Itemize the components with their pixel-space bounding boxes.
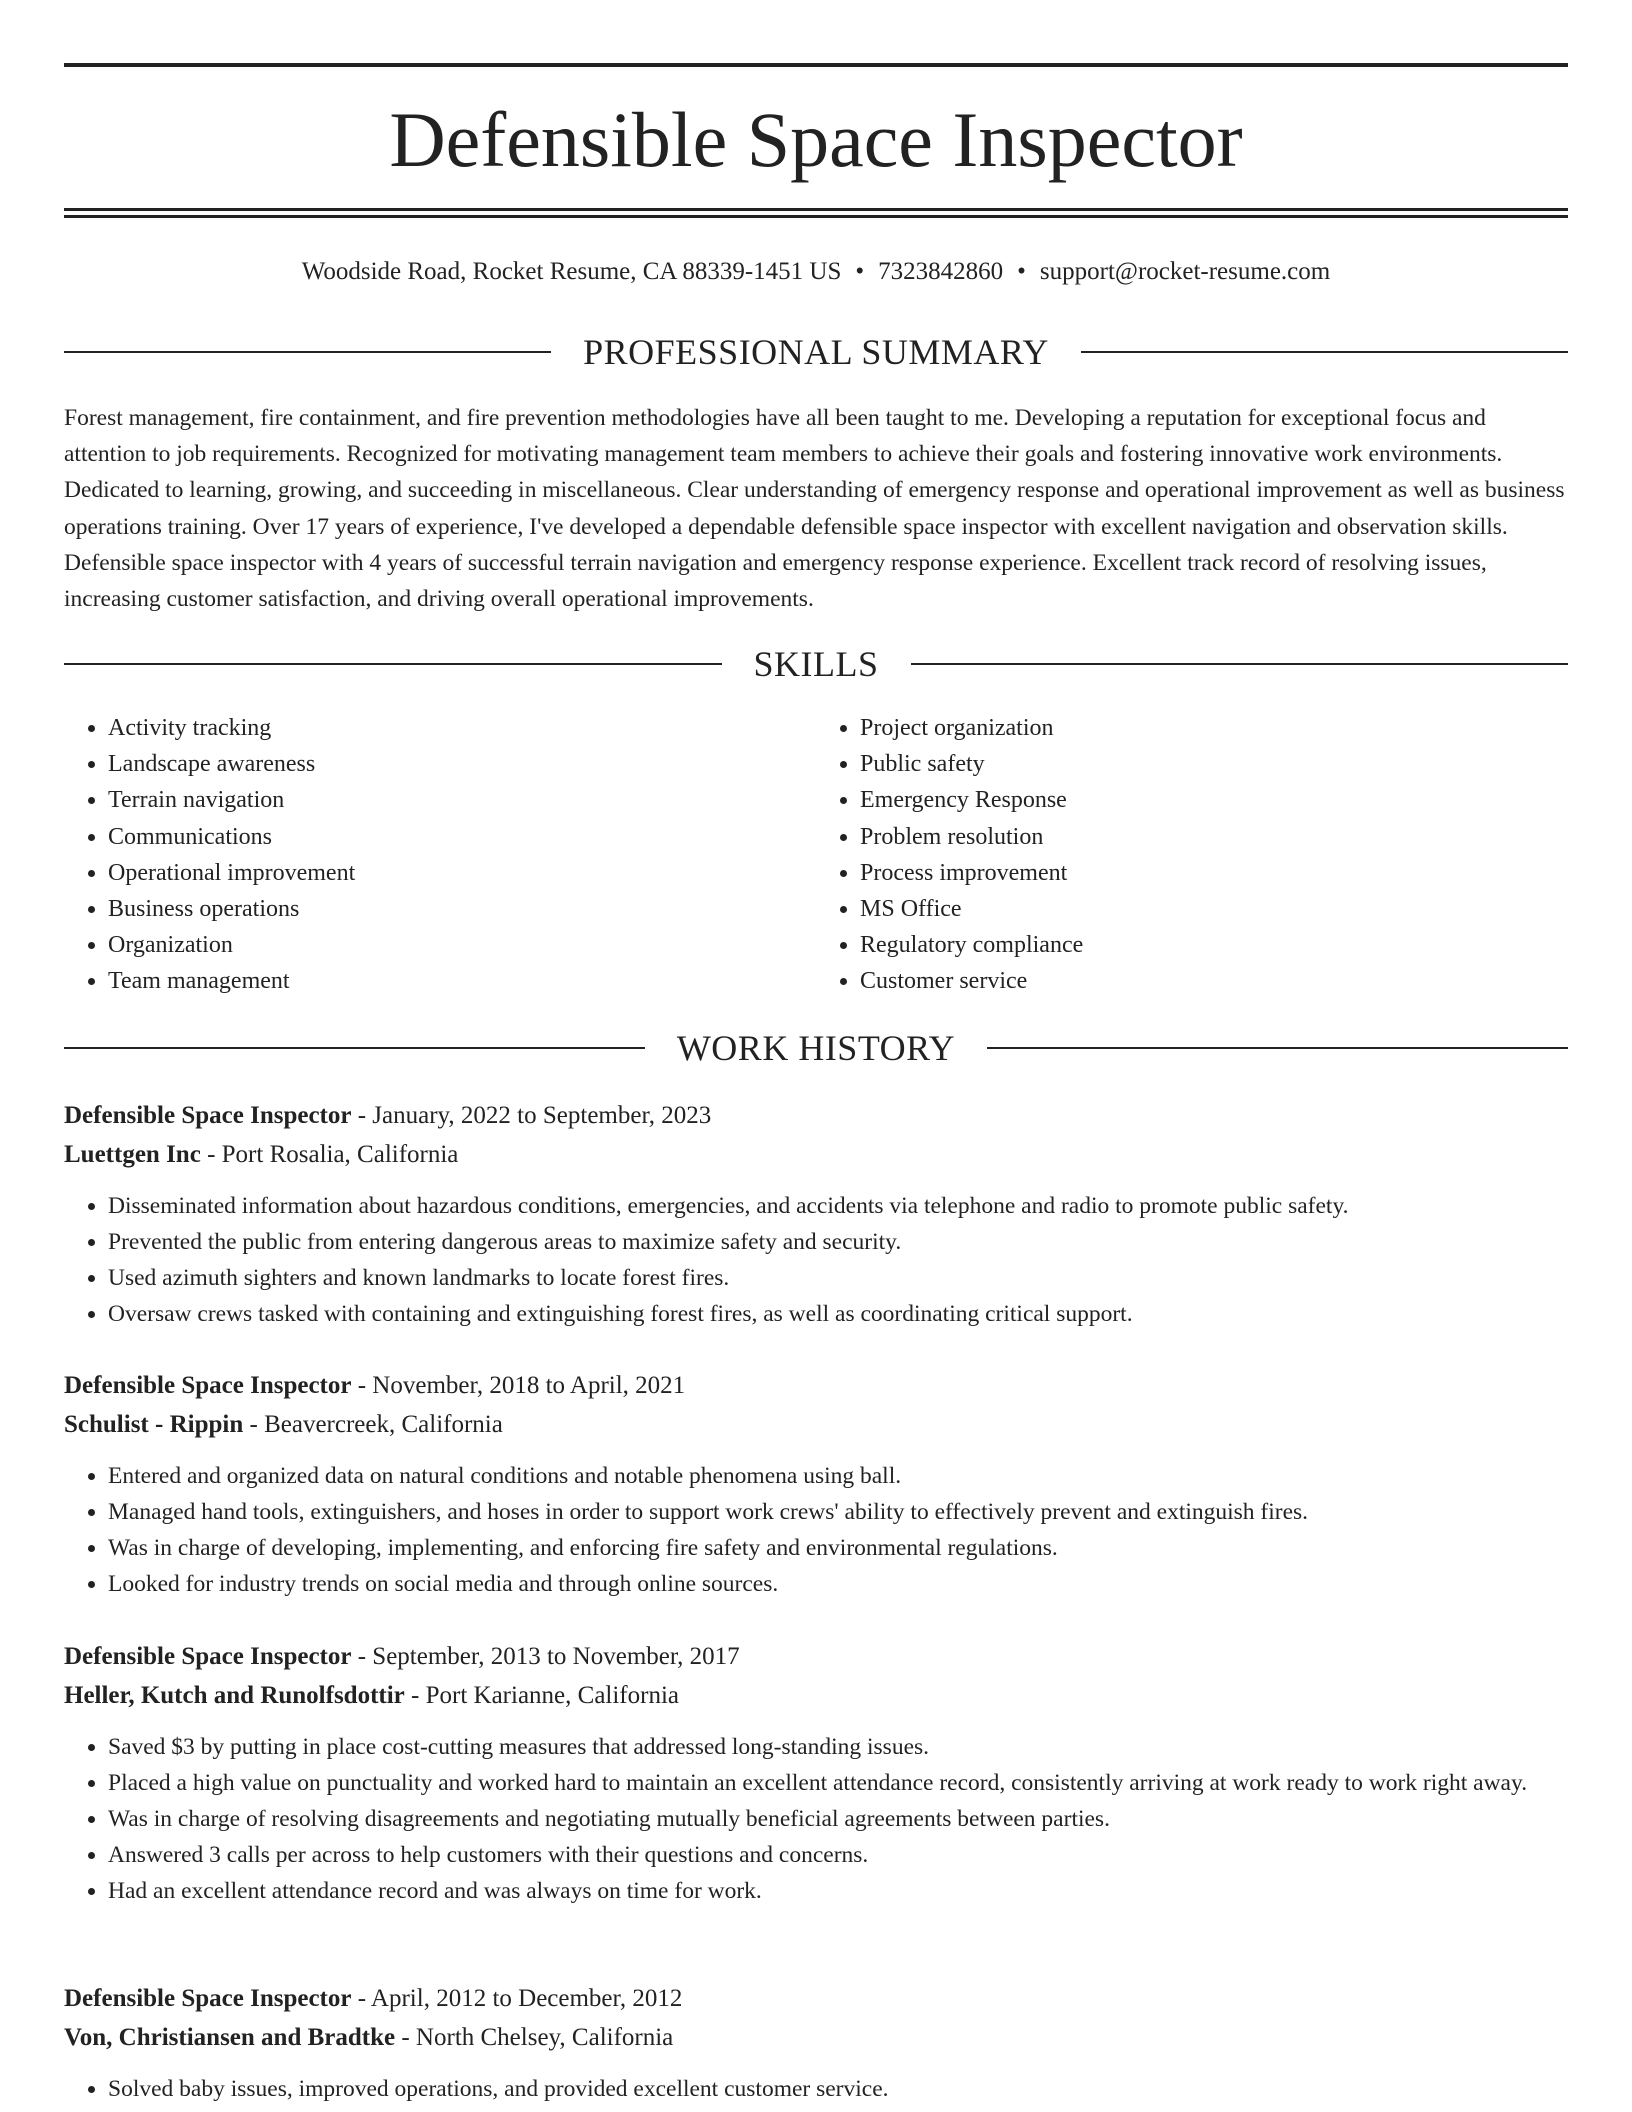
skill-item: • Landscape awareness	[108, 746, 816, 782]
job-bullet: • Solved baby issues, improved operations, and provided excellent customer service.	[108, 2071, 1568, 2107]
job-company-line	[64, 1405, 1568, 1444]
job-company: Heller, Kutch and Runolfsdottir	[64, 1682, 405, 1709]
skill-item: • Process improvement	[860, 855, 1568, 891]
heading-rule-left	[64, 351, 551, 353]
skill-item: • Business operations	[108, 891, 816, 927]
work-heading-text: WORK HISTORY	[676, 1028, 956, 1068]
skills-heading	[64, 642, 1568, 686]
job-title: Defensible Space Inspector	[64, 1985, 352, 2012]
job-entry	[64, 1096, 1568, 1332]
job-dates: - November, 2018 to April, 2021	[351, 1372, 686, 1399]
contact-address: Woodside Road, Rocket Resume, CA 88339-1451 US	[301, 258, 842, 285]
job-bullet: • Prevented the public from entering dangerous areas to maximize safety and security.	[108, 1224, 1568, 1260]
job-bullet: • Was in charge of resolving disagreements and negotiating mutually beneficial agreements between parties.	[108, 1801, 1568, 1837]
heading-rule-right	[987, 1047, 1568, 1049]
heading-rule-right	[1081, 351, 1568, 353]
job-location: - North Chelsey, California	[395, 2024, 674, 2051]
heading-rule-right	[911, 663, 1569, 665]
job-company: Luettgen Inc	[64, 1141, 201, 1168]
job-bullets	[64, 1729, 1568, 1909]
skill-item: • Project organization	[860, 710, 1568, 746]
skill-item: • Regulatory compliance	[860, 927, 1568, 963]
job-company-line	[64, 1676, 1568, 1715]
contact-phone: 7323842860	[878, 258, 1004, 285]
job-company-line	[64, 1135, 1568, 1174]
job-entry	[64, 1637, 1568, 1909]
top-rule	[64, 63, 1568, 67]
summary-text: Forest management, fire containment, and fire prevention methodologies have all been taught to me. Developing a reputation for exceptional focus and attention to job requirements. Recognized for motivating management team members to achieve their goals and fostering innovative work environments. Dedicated to learning, growing, and succeeding in miscellaneous. Clear understanding of emergency response and operational improvement as well as business operations training. Over 17 years of experience, I've developed a dependable defensible space inspector with excellent navigation and observation skills. Defensible space inspector with 4 years of successful terrain navigation and emergency response experience. Excellent track record of resolving issues, increasing customer satisfaction, and driving overall operational improvements.	[64, 405, 1565, 613]
job-bullets	[64, 1188, 1568, 1332]
heading-rule-left	[64, 1047, 645, 1049]
skills-list	[64, 710, 1568, 1000]
job-bullet: • Entered and organized data on natural conditions and notable phenomena using ball.	[108, 1458, 1568, 1494]
title-double-rule	[64, 208, 1568, 218]
skill-item: • Terrain navigation	[108, 782, 816, 818]
job-company-line	[64, 2018, 1568, 2057]
job-location: - Port Rosalia, California	[200, 1141, 459, 1168]
job-company: Schulist - Rippin	[64, 1411, 244, 1438]
job-dates: - January, 2022 to September, 2023	[351, 1102, 712, 1129]
job-title-line	[64, 1366, 1568, 1405]
job-bullet: • Saved $3 by putting in place cost-cutting measures that addressed long-standing issues.	[108, 1729, 1568, 1765]
work-heading	[64, 1026, 1568, 1070]
job-dates: - September, 2013 to November, 2017	[351, 1643, 740, 1670]
job-title: Defensible Space Inspector	[64, 1372, 352, 1399]
job-bullet: • Looked for industry trends on social media and through online sources.	[108, 1566, 1568, 1602]
job-bullet: • Managed hand tools, extinguishers, and hoses in order to support work crews' ability to effectively prevent and extinguish fires.	[108, 1494, 1568, 1530]
job-entry	[64, 1979, 1568, 2107]
contact-line	[64, 254, 1568, 290]
contact-separator: •	[1017, 258, 1026, 285]
job-bullets	[64, 2071, 1568, 2107]
skill-item: • Team management	[108, 963, 816, 999]
job-bullet: • Oversaw crews tasked with containing and extinguishing forest fires, as well as coordinating critical support.	[108, 1296, 1568, 1332]
job-bullet: • Disseminated information about hazardous conditions, emergencies, and accidents via telephone and radio to promote public safety.	[108, 1188, 1568, 1224]
job-bullet: • Answered 3 calls per across to help customers with their questions and concerns.	[108, 1837, 1568, 1873]
job-location: - Beavercreek, California	[243, 1411, 503, 1438]
job-dates: - April, 2012 to December, 2012	[351, 1985, 683, 2012]
skill-item: • Organization	[108, 927, 816, 963]
job-entry	[64, 1366, 1568, 1602]
job-bullet: • Used azimuth sighters and known landmarks to locate forest fires.	[108, 1260, 1568, 1296]
job-bullets	[64, 1458, 1568, 1602]
skill-item: • Customer service	[860, 963, 1568, 999]
job-bullet: • Was in charge of developing, implementing, and enforcing fire safety and environmental regulations.	[108, 1530, 1568, 1566]
job-bullet: • Had an excellent attendance record and was always on time for work.	[108, 1873, 1568, 1909]
resume-title: Defensible Space Inspector	[389, 96, 1243, 183]
skills-heading-text: SKILLS	[753, 644, 879, 684]
job-title: Defensible Space Inspector	[64, 1643, 352, 1670]
heading-rule-left	[64, 663, 722, 665]
skills-column-left	[64, 710, 816, 1000]
contact-separator: •	[855, 258, 865, 285]
skill-item: • Public safety	[860, 746, 1568, 782]
job-title: Defensible Space Inspector	[64, 1102, 352, 1129]
contact-email: support@rocket-resume.com	[1039, 258, 1331, 285]
skill-item: • MS Office	[860, 891, 1568, 927]
summary-heading-text: PROFESSIONAL SUMMARY	[583, 332, 1049, 372]
skill-item: • Emergency Response	[860, 782, 1568, 818]
job-title-line	[64, 1096, 1568, 1135]
skill-item: • Problem resolution	[860, 819, 1568, 855]
skill-item: • Activity tracking	[108, 710, 816, 746]
skills-column-right	[816, 710, 1568, 1000]
job-title-line	[64, 1979, 1568, 2018]
skill-item: • Operational improvement	[108, 855, 816, 891]
job-location: - Port Karianne, California	[404, 1682, 679, 1709]
job-bullet: • Placed a high value on punctuality and worked hard to maintain an excellent attendance record, consistently arriving at work ready to work right away.	[108, 1765, 1568, 1801]
summary-heading	[64, 330, 1568, 374]
job-company: Von, Christiansen and Bradtke	[64, 2024, 396, 2051]
job-title-line	[64, 1637, 1568, 1676]
skill-item: • Communications	[108, 819, 816, 855]
